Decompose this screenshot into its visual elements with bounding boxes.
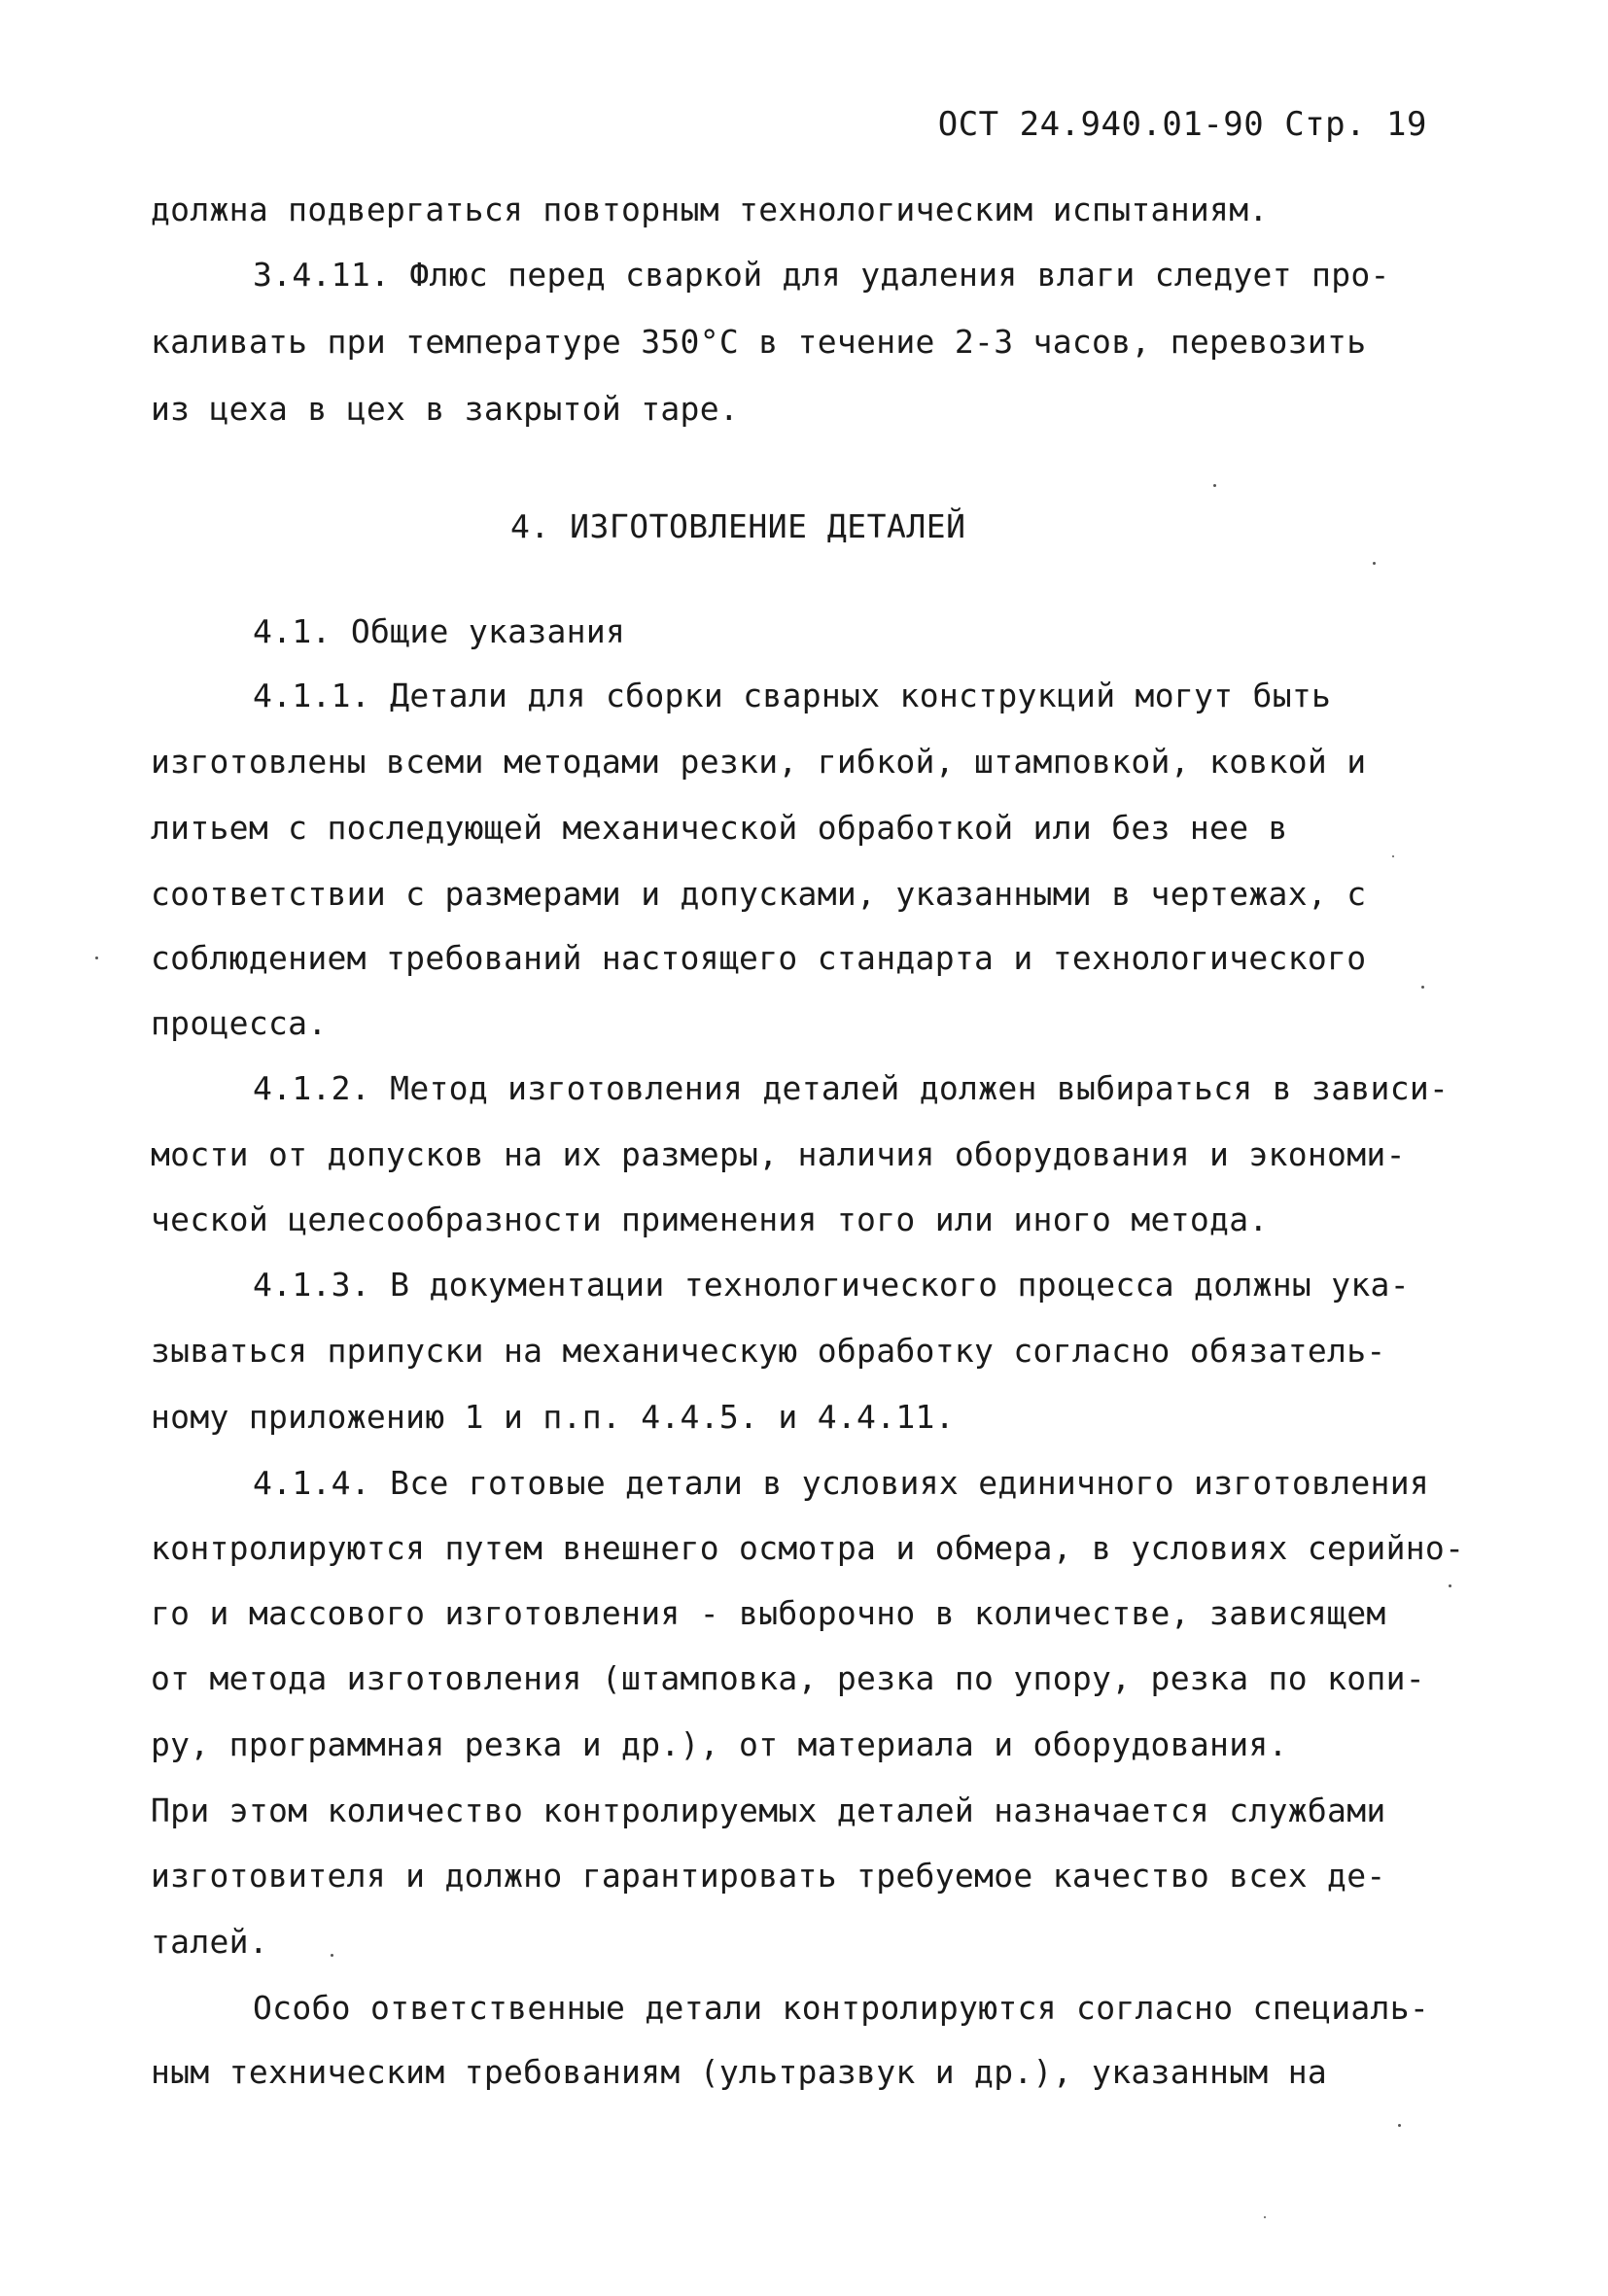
text-line: 3.4.11. Флюс перед сваркой для удаления влаги следует про- (253, 256, 1390, 294)
text-line: 4.1.4. Все готовые детали в условиях единичного изготовления (253, 1464, 1430, 1502)
scan-speck (1398, 2124, 1401, 2127)
subsection-heading: 4.1. Общие указания (253, 612, 626, 650)
text-line: от метода изготовления (штамповка, резка по упору, резка по копи- (151, 1659, 1425, 1697)
scan-speck (1421, 986, 1424, 989)
text-line: 4.1.1. Детали для сборки сварных конструкций могут быть (253, 677, 1332, 714)
text-line: ру, программная резка и др.), от материала и оборудования. (151, 1725, 1288, 1763)
text-line: литьем с последующей механической обработкой или без нее в (151, 809, 1288, 847)
section-title: 4. ИЗГОТОВЛЕНИЕ ДЕТАЛЕЙ (510, 507, 966, 545)
page-header-reference: ОСТ 24.940.01-90 Стр. 19 (937, 105, 1427, 144)
text-line: соблюдением требований настоящего стандарта и технологического (151, 939, 1367, 977)
text-line: 4.1.2. Метод изготовления деталей должен выбираться в зависи- (253, 1069, 1450, 1107)
scan-speck (1373, 562, 1376, 565)
scan-speck (1449, 1584, 1451, 1587)
text-line: изготовителя и должно гарантировать требуемое качество всех де- (151, 1857, 1386, 1895)
text-line: ному приложению 1 и п.п. 4.4.5. и 4.4.11. (151, 1398, 955, 1436)
text-line: 4.1.3. В документации технологического процесса должны ука- (253, 1266, 1410, 1304)
text-line: При этом количество контролируемых деталей назначается службами (151, 1792, 1386, 1829)
text-line: мости от допусков на их размеры, наличия оборудования и экономи- (151, 1135, 1406, 1173)
text-line: ческой целесообразности применения того или иного метода. (151, 1200, 1269, 1238)
text-line: каливать при температуре 350°С в течение 2-3 часов, перевозить (151, 323, 1367, 361)
text-line: должна подвергаться повторным технологическим испытаниям. (151, 191, 1269, 228)
scan-speck (1213, 484, 1216, 487)
text-line: процесса. (151, 1004, 328, 1042)
text-line: талей. (151, 1923, 269, 1961)
scan-speck (95, 957, 98, 959)
text-line: соответствии с размерами и допусками, указанными в чертежах, с (151, 875, 1367, 913)
scan-speck (1392, 855, 1394, 857)
text-line: контролируются путем внешнего осмотра и обмера, в условиях серийно- (151, 1529, 1465, 1567)
text-line: ным техническим требованиям (ультразвук и др.), указанным на (151, 2053, 1328, 2091)
text-line: изготовлены всеми методами резки, гибкой, штамповкой, ковкой и (151, 743, 1367, 781)
text-line: зываться припуски на механическую обработку согласно обязатель- (151, 1332, 1386, 1370)
scan-speck (1264, 2216, 1266, 2218)
text-line: Особо ответственные детали контролируются согласно специаль- (253, 1989, 1430, 2027)
text-line: из цеха в цех в закрытой таре. (151, 390, 740, 428)
scan-speck (331, 1954, 333, 1957)
text-line: го и массового изготовления - выборочно в количестве, зависящем (151, 1594, 1386, 1632)
